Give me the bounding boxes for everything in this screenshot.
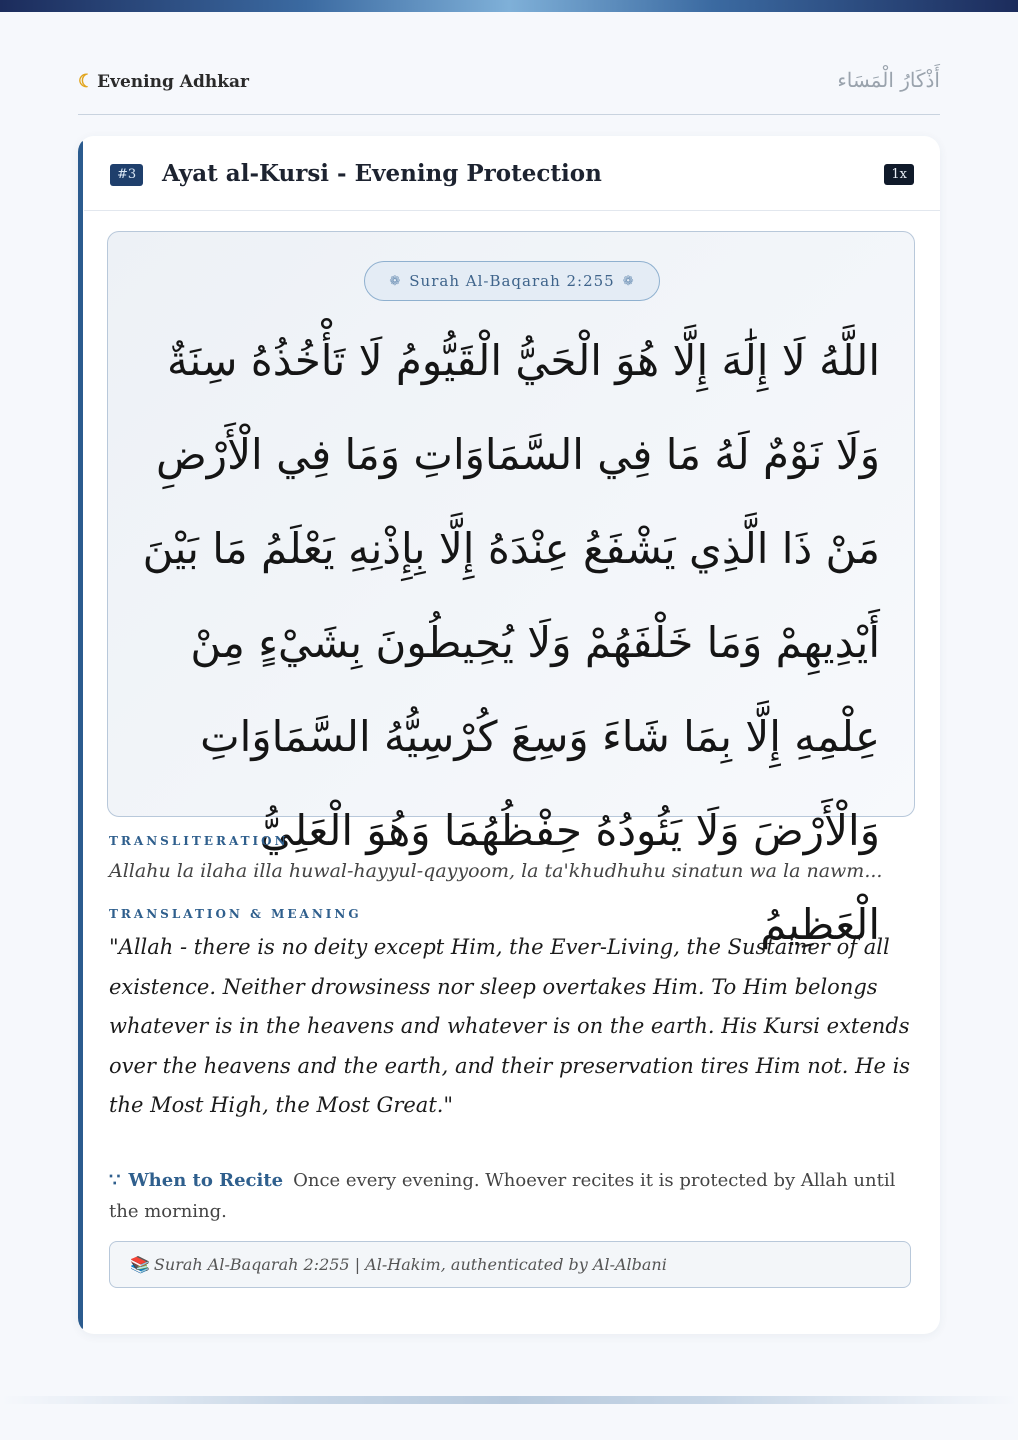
dhikr-title: Ayat al-Kursi - Evening Protection (162, 160, 602, 187)
arabic-verse: اللَّهُ لَا إِلَٰهَ إِلَّا هُوَ الْحَيُّ الْقَيُّومُ لَا تَأْخُذُهُ سِنَةٌ وَلَا نَوْمٌ لَهُ مَا فِي السَّمَاوَاتِ وَمَا فِي الْأَرْضِ مَنْ ذَا الَّذِي يَشْفَعُ عِنْدَهُ إِلَّا بِإِذْنِهِ يَعْلَمُ مَا بَيْنَ أَيْدِيهِمْ وَمَا خَلْفَهُمْ وَلَا يُحِيطُونَ بِشَيْءٍ مِنْ عِلْمِهِ إِلَّا بِمَا شَاءَ وَسِعَ كُرْسِيُّهُ السَّمَاوَاتِ وَالْأَرْضَ وَلَا يَئُودُهُ حِفْظُهُمَا وَهُوَ الْعَلِيُّ الْعَظِيمُ (142, 336, 880, 949)
source-reference-box (109, 1241, 911, 1288)
top-gradient-bar (0, 0, 1018, 12)
translation-label: TRANSLATION & MEANING (109, 907, 362, 921)
when-to-recite-text: Once every evening. Whoever recites it is protected by Allah until the morning. (109, 1170, 896, 1222)
books-icon: 📚 (130, 1255, 150, 1274)
repeat-count-badge: 1x (884, 164, 914, 185)
surah-reference-pill (364, 261, 660, 301)
dhikr-card (78, 136, 940, 1334)
ornament-left-icon: ❁ (389, 273, 402, 289)
source-text: Surah Al-Baqarah 2:255 | Al-Hakim, authenticated by Al-Albani (153, 1255, 667, 1274)
page-title: Evening Adhkar (97, 72, 249, 92)
ornament-right-icon: ❁ (622, 273, 635, 289)
transliteration-text: Allahu la ilaha illa huwal-hayyul-qayyoom, la ta'khudhuhu sinatun wa la nawm... (109, 860, 883, 882)
bottom-gradient-bar (0, 1396, 1018, 1404)
surah-reference: Surah Al-Baqarah 2:255 (409, 272, 615, 290)
card-accent-bar (78, 140, 83, 1330)
when-to-recite-label: When to Recite (128, 1170, 284, 1191)
dots-icon: ∵ (109, 1170, 121, 1191)
transliteration-label: TRANSLITERATION (109, 834, 289, 848)
dhikr-number-badge: #3 (110, 164, 143, 186)
card-header (84, 136, 940, 211)
page-header (78, 66, 940, 115)
translation-text: "Allah - there is no deity except Him, the Ever-Living, the Sustainer of all existence. Neither drowsiness nor sleep overtakes Him. To Him belongs whatever is in the heavens and whatever is on the earth. His Kursi extends over the heavens and the earth, and their preservation tires Him not. He is the Most High, the Most Great." (109, 935, 911, 1117)
when-to-recite (109, 1165, 909, 1227)
header-title-group (78, 72, 249, 92)
arabic-page-title: أَذْكَارُ الْمَسَاء (837, 68, 940, 92)
crescent-moon-icon: ☾ (78, 71, 95, 92)
